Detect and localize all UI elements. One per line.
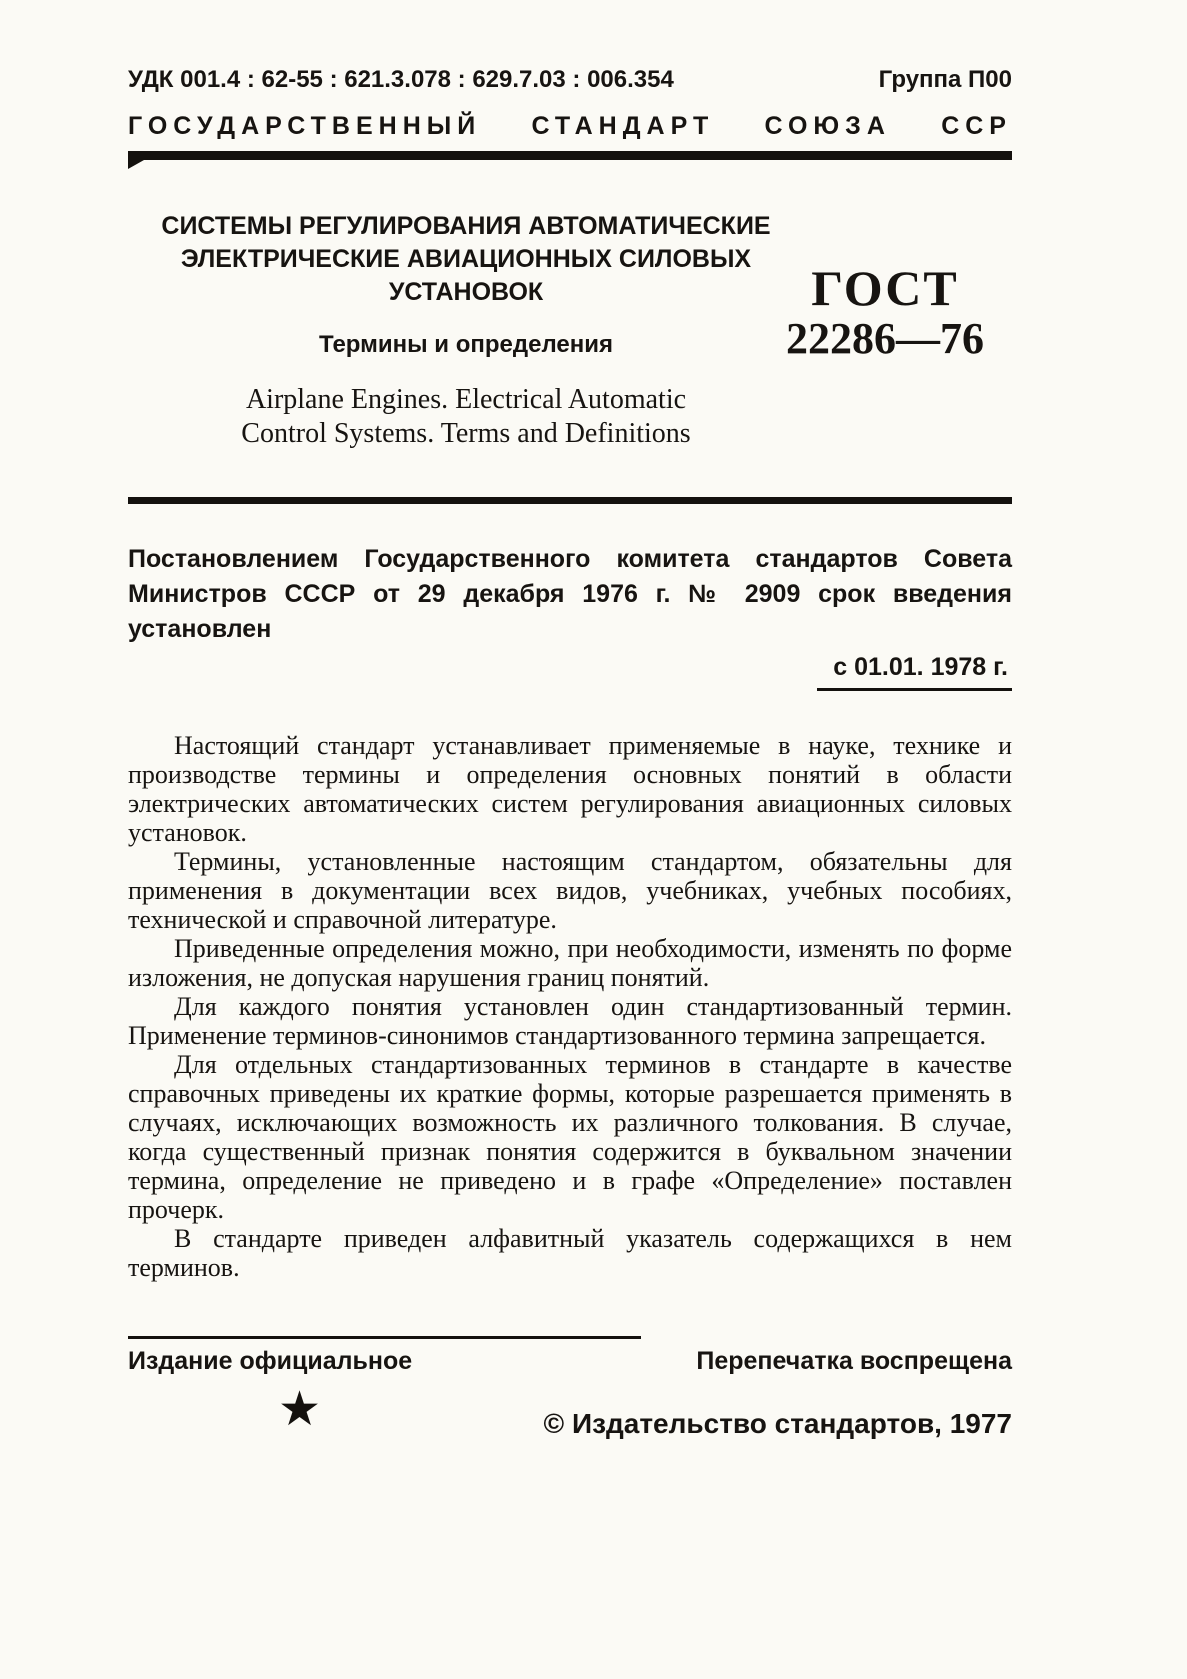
title-line-1: СИСТЕМЫ РЕГУЛИРОВАНИЯ АВТОМАТИЧЕСКИЕ [161,212,771,240]
title-section [128,210,1012,451]
decree-date-row [128,653,1012,691]
english-title-line-1: Airplane Engines. Electrical Automatic [245,384,687,415]
copyright-line: © Издательство стандартов, 1977 [543,1408,1012,1439]
standard-header: ГОСУДАРСТВЕННЫЙ СТАНДАРТ СОЮЗА ССР [128,112,1012,140]
english-title-line-2: Control Systems. Terms and Definitions [241,418,691,449]
title-line-3: УСТАНОВОК [388,278,544,306]
effective-date: с 01.01. 1978 г. [817,653,1012,691]
footer-row [128,1347,1012,1376]
gost-designation [786,210,984,451]
group-label: Группа П00 [878,66,1012,93]
title-left-column [156,210,776,451]
reprint-forbidden-label: Перепечатка воспрещена [696,1347,1012,1375]
gost-number: 22286—76 [786,314,984,363]
official-edition-label: Издание официальное [128,1347,413,1375]
paragraph-5: Для отдельных стандартизованных терминов в стандарте в качестве справочных приведены их краткие формы, которые разрешается применять в случаях, исключающих возможность их различного толкования. В случае, когда существенный признак понятия содержится в буквальном значении термина, определение не приведено и в графе «Определение» поставлен прочерк. [128,1050,1012,1224]
paragraph-2: Термины, установленные настоящим стандартом, обязательны для применения в документации всех видов, учебниках, учебных пособиях, технической и справочной литературе. [128,847,1012,934]
udk-number: УДК 001.4 : 62-55 : 621.3.078 : 629.7.03 : 006.354 [128,66,674,93]
paragraph-1: Настоящий стандарт устанавливает применяемые в науке, технике и производстве термины и определения основных понятий в области электрических автоматических систем регулирования авиационных силовых установок. [128,731,1012,847]
decree-paragraph: Постановлением Государственного комитета стандартов Совета Министров СССР от 29 декабря 1976 г. № 2909 срок введения установлен [128,545,1012,643]
gost-label: ГОСТ [811,260,959,316]
header-rule [128,151,1012,160]
footer-bottom [128,1383,1012,1440]
title-line-2: ЭЛЕКТРИЧЕСКИЕ АВИАЦИОННЫХ СИЛОВЫХ [180,245,752,273]
english-title [156,383,776,451]
footer [128,1336,1012,1440]
paragraph-3: Приведенные определения можно, при необходимости, изменять по форме изложения, не допуская нарушения границ понятий. [128,934,1012,992]
subtitle: Термины и определения [318,331,614,358]
body-text [128,731,1012,1282]
footer-rule [128,1336,641,1339]
section-rule [128,497,1012,504]
meta-row [128,66,1012,94]
paragraph-4: Для каждого понятия установлен один стандартизованный термин. Применение терминов-синонимов стандартизованного термина запрещается. [128,992,1012,1050]
paragraph-6: В стандарте приведен алфавитный указатель содержащихся в нем терминов. [128,1224,1012,1282]
star-icon: ★ [278,1383,322,1436]
